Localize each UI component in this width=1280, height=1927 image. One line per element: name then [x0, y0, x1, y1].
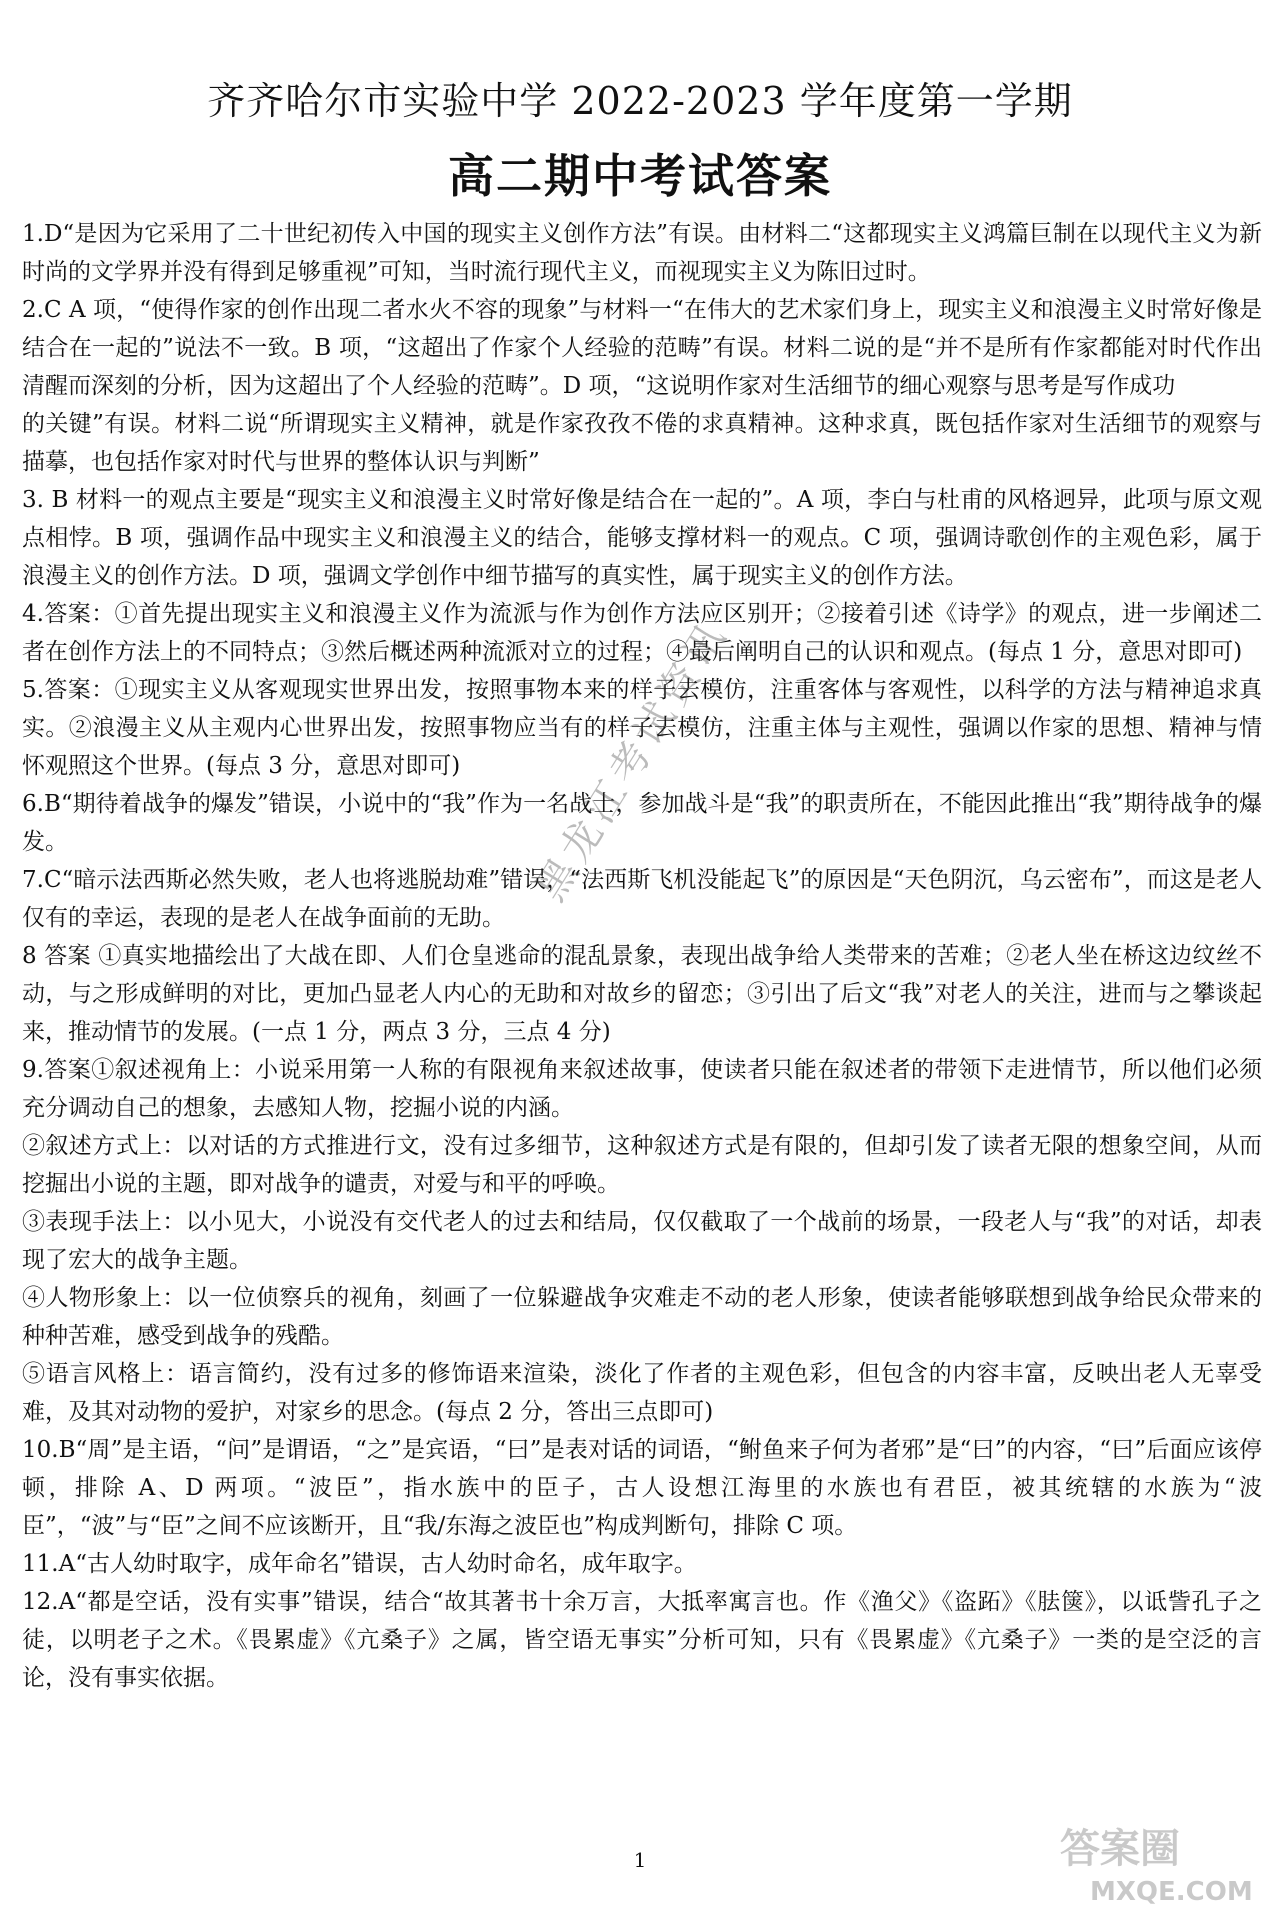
- answer-paragraph: 的关键”有误。材料二说“所谓现实主义精神，就是作家孜孜不倦的求真精神。这种求真，既包括作家对生活细节的观察与描摹，也包括作家对时代与世界的整体认识与判断”: [22, 411, 1262, 475]
- answer-paragraph: 3. B 材料一的观点主要是“现实主义和浪漫主义时常好像是结合在一起的”。A 项，李白与杜甫的风格迥异，此项与原文观点相悖。B 项，强调作品中现实主义和浪漫主义的结合，能够支撑材料一的观点。C 项，强调诗歌创作的主观色彩，属于浪漫主义的创作方法。D 项，强调文学创作中细节描写的真实性，属于现实主义的创作方法。: [22, 487, 1262, 589]
- site-logo-icon: [1050, 1814, 1260, 1909]
- answer-paragraph: 6.B“期待着战争的爆发”错误，小说中的“我”作为一名战士，参加战斗是“我”的职责所在，不能因此推出“我”期待战争的爆发。: [22, 791, 1262, 855]
- answer-paragraph: ④人物形象上：以一位侦察兵的视角，刻画了一位躲避战争灾难走不动的老人形象，使读者能够联想到战争给民众带来的种种苦难，感受到战争的残酷。: [22, 1285, 1262, 1349]
- answer-paragraph: 1.D“是因为它采用了二十世纪初传入中国的现实主义创作方法”有误。由材料二“这都现实主义鸿篇巨制在以现代主义为新时尚的文学界并没有得到足够重视”可知，当时流行现代主义，而视现实主义为陈旧过时。: [22, 221, 1262, 285]
- answer-paragraph: 9.答案①叙述视角上：小说采用第一人称的有限视角来叙述故事，使读者只能在叙述者的带领下走进情节，所以他们必须充分调动自己的想象，去感知人物，挖掘小说的内涵。: [22, 1057, 1262, 1121]
- answer-paragraph: ⑤语言风格上：语言简约，没有过多的修饰语来渲染，淡化了作者的主观色彩，但包含的内容丰富，反映出老人无辜受难，及其对动物的爱护，对家乡的思念。(每点 2 分，答出三点即可): [22, 1361, 1262, 1425]
- answer-paragraph: 8 答案 ①真实地描绘出了大战在即、人们仓皇逃命的混乱景象，表现出战争给人类带来的苦难；②老人坐在桥这边纹丝不动，与之形成鲜明的对比，更加凸显老人内心的无助和对故乡的留恋；③引出了后文“我”对老人的关注，进而与之攀谈起来，推动情节的发展。(一点 1 分，两点 3 分，三点 4 分): [22, 943, 1262, 1045]
- answer-paragraph: 7.C“暗示法西斯必然失败，老人也将逃脱劫难”错误，“法西斯飞机没能起飞”的原因是“天色阴沉，乌云密布”，而这是老人仅有的幸运，表现的是老人在战争面前的无助。: [22, 867, 1262, 931]
- watermark-text: 黑龙江考试资讯: [527, 611, 738, 910]
- answer-paragraph: 2.C A 项，“使得作家的创作出现二者水火不容的现象”与材料一“在伟大的艺术家们身上，现实主义和浪漫主义时常好像是结合在一起的”说法不一致。B 项，“这超出了作家个人经验的范畴”有误。材料二说的是“并不是所有作家都能对时代作出清醒而深刻的分析，因为这超出了个人经验的范畴”。D 项，“这说明作家对生活细节的细心观察与思考是写作成功: [22, 297, 1262, 399]
- answer-paragraph: 11.A“古人幼时取字，成年命名”错误，古人幼时命名，成年取字。: [22, 1551, 697, 1577]
- document-subtitle: 高二期中考试答案: [448, 149, 832, 203]
- answer-paragraph: ③表现手法上：以小见大，小说没有交代老人的过去和结局，仅仅截取了一个战前的场景，一段老人与“我”的对话，却表现了宏大的战争主题。: [22, 1209, 1262, 1273]
- document-title: 齐齐哈尔市实验中学 2022-2023 学年度第一学期: [207, 79, 1073, 123]
- answer-paragraph: 12.A“都是空话，没有实事”错误，结合“故其著书十余万言，大抵率寓言也。作《渔父》《盗跖》《胠箧》，以诋訾孔子之徒，以明老子之术。《畏累虚》《亢桑子》之属，皆空语无事实”分析可知，只有《畏累虚》《亢桑子》一类的是空泛的言论，没有事实依据。: [22, 1589, 1262, 1691]
- svg-text:答案圈: 答案圈: [1060, 1826, 1180, 1872]
- answer-paragraph: 5.答案：①现实主义从客观现实世界出发，按照事物本来的样子去模仿，注重客体与客观性，以科学的方法与精神追求真实。②浪漫主义从主观内心世界出发，按照事物应当有的样子去模仿，注重主体与主观性，强调以作家的思想、精神与情怀观照这个世界。(每点 3 分，意思对即可): [22, 677, 1262, 779]
- svg-text:MXQE.COM: MXQE.COM: [1090, 1877, 1253, 1907]
- answer-content: [22, 215, 1262, 1697]
- answer-paragraph: 4.答案：①首先提出现实主义和浪漫主义作为流派与作为创作方法应区别开；②接着引述《诗学》的观点，进一步阐述二者在创作方法上的不同特点；③然后概述两种流派对立的过程；④最后阐明自己的认识和观点。(每点 1 分，意思对即可): [22, 601, 1262, 665]
- page-number: 1: [633, 1848, 647, 1872]
- answer-paragraph: 10.B“周”是主语，“问”是谓语，“之”是宾语，“曰”是表对话的词语，“鲋鱼来子何为者邪”是“曰”的内容，“曰”后面应该停顿，排除 A、D 两项。“波臣”，指水族中的臣子，古人设想江海里的水族也有君臣，被其统辖的水族为“波臣”，“波”与“臣”之间不应该断开，且“我/东海之波臣也”构成判断句，排除 C 项。: [22, 1437, 1262, 1539]
- answer-paragraph: ②叙述方式上：以对话的方式推进行文，没有过多细节，这种叙述方式是有限的，但却引发了读者无限的想象空间，从而挖掘出小说的主题，即对战争的谴责，对爱与和平的呼唤。: [22, 1133, 1262, 1197]
